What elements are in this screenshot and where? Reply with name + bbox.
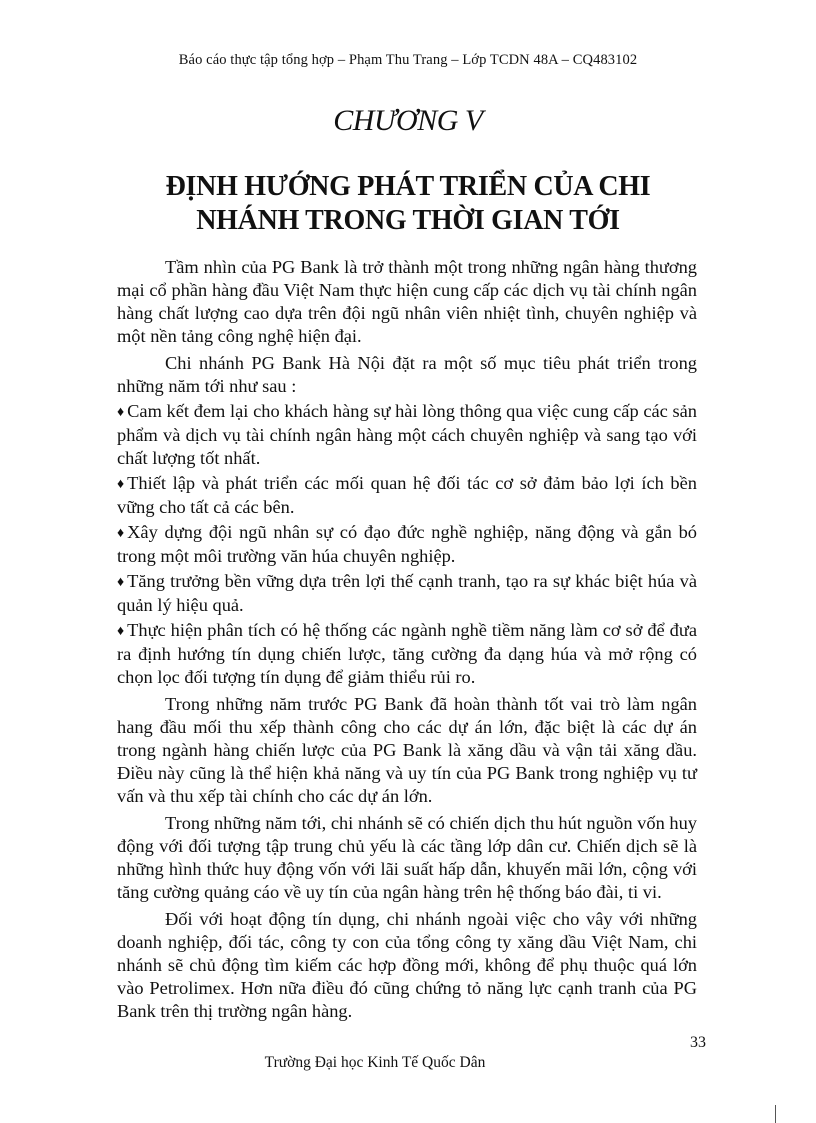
chapter-title-line-2: NHÁNH TRONG THỜI GIAN TỚI: [196, 205, 620, 236]
diamond-bullet-icon: ♦: [117, 477, 125, 492]
paragraph-vision: Tầm nhìn của PG Bank là trở thành một trong những ngân hàng thương mại cổ phần hàng đầu Việt Nam thực hiện cung cấp các dịch vụ tài chính ngân hàng chất lượng cao dựa trên đội ngũ nhân viên nhiệt tình, chuyên nghiệp và một nền tảng công nghệ hiện đại.: [117, 257, 697, 346]
bullet-text: Thiết lập và phát triển các mối quan hệ đối tác cơ sở đảm bảo lợi ích bền vững cho tất cả các bên.: [117, 473, 697, 517]
body-text: [117, 256, 697, 1023]
paragraph-past-achievements: Trong những năm trước PG Bank đã hoàn thành tốt vai trò làm ngân hang đầu mối thu xếp thành công cho các dự án lớn, đặc biệt là các dự án trong ngành hàng chiến lược của PG Bank là xăng dầu và vận tải xăng dầu. Điều này cũng là thể hiện khả năng và uy tín của PG Bank trong nghiệp vụ tư vấn và thu xếp tài chính cho các dự án lớn.: [117, 694, 697, 806]
chapter-title: [100, 170, 716, 238]
diamond-bullet-icon: ♦: [117, 575, 125, 590]
bullet-text: Thực hiện phân tích có hệ thống các ngành nghề tiềm năng làm cơ sở để đưa ra định hướng tín dụng chiến lược, tăng cường đa dạng húa và mở rộng có chọn lọc đối tượng tín dụng để giảm thiểu rủi ro.: [117, 620, 697, 687]
bullet-item: [117, 521, 697, 568]
running-header: Báo cáo thực tập tổng hợp – Phạm Thu Trang – Lớp TCDN 48A – CQ483102: [178, 52, 638, 68]
chapter-title-line-1: ĐỊNH HƯỚNG PHÁT TRIỂN CỦA CHI: [165, 171, 651, 202]
bullet-text: Cam kết đem lại cho khách hàng sự hài lòng thông qua việc cung cấp các sản phẩm và dịch vụ tài chính ngân hàng một cách chuyên nghiệp và sang tạo với chất lượng tốt nhất.: [117, 401, 697, 468]
diamond-bullet-icon: ♦: [117, 405, 125, 420]
chapter-label: CHƯƠNG V: [333, 104, 483, 137]
bullet-item: [117, 619, 697, 689]
paragraph-credit-activity: Đối với hoạt động tín dụng, chi nhánh ngoài việc cho vây với những doanh nghiệp, đối tác, công ty con của tổng công ty xăng dầu Việt Nam, chi nhánh sẽ chủ động tìm kiếm các hợp đồng mới, không để phụ thuộc quá lớn vào Petrolimex. Hơn nữa điều đó cũng chứng tỏ năng lực cạnh tranh của PG Bank trên thị trường ngân hàng.: [117, 909, 697, 1021]
bullet-text: Tăng trưởng bền vững dựa trên lợi thế cạnh tranh, tạo ra sự khác biệt húa và quản lý hiệu quả.: [117, 571, 697, 615]
page-number: 33: [690, 1034, 706, 1051]
bullet-item: [117, 400, 697, 470]
page-edge-mark: [775, 1105, 788, 1123]
diamond-bullet-icon: ♦: [117, 624, 125, 639]
running-footer: Trường Đại học Kinh Tế Quốc Dân: [264, 1054, 486, 1071]
diamond-bullet-icon: ♦: [117, 526, 125, 541]
bullet-item: [117, 472, 697, 519]
paragraph-capital-mobilization: Trong những năm tới, chi nhánh sẽ có chiến dịch thu hút nguồn vốn huy động với đối tượng tập trung chủ yếu là các tầng lớp dân cư. Chiến dịch sẽ là những hình thức huy động vốn với lãi suất hấp dẫn, khuyến mãi lớn, cộng với tăng cường quảng cáo về uy tín của ngân hàng trên hệ thống báo đài, ti vi.: [117, 813, 697, 902]
bullet-text: Xây dựng đội ngũ nhân sự có đạo đức nghề nghiệp, năng động và gắn bó trong một môi trường văn húa chuyên nghiệp.: [117, 522, 697, 566]
paragraph-goals-intro: Chi nhánh PG Bank Hà Nội đặt ra một số mục tiêu phát triển trong những năm tới như sau :: [117, 353, 697, 396]
bullet-item: [117, 570, 697, 617]
